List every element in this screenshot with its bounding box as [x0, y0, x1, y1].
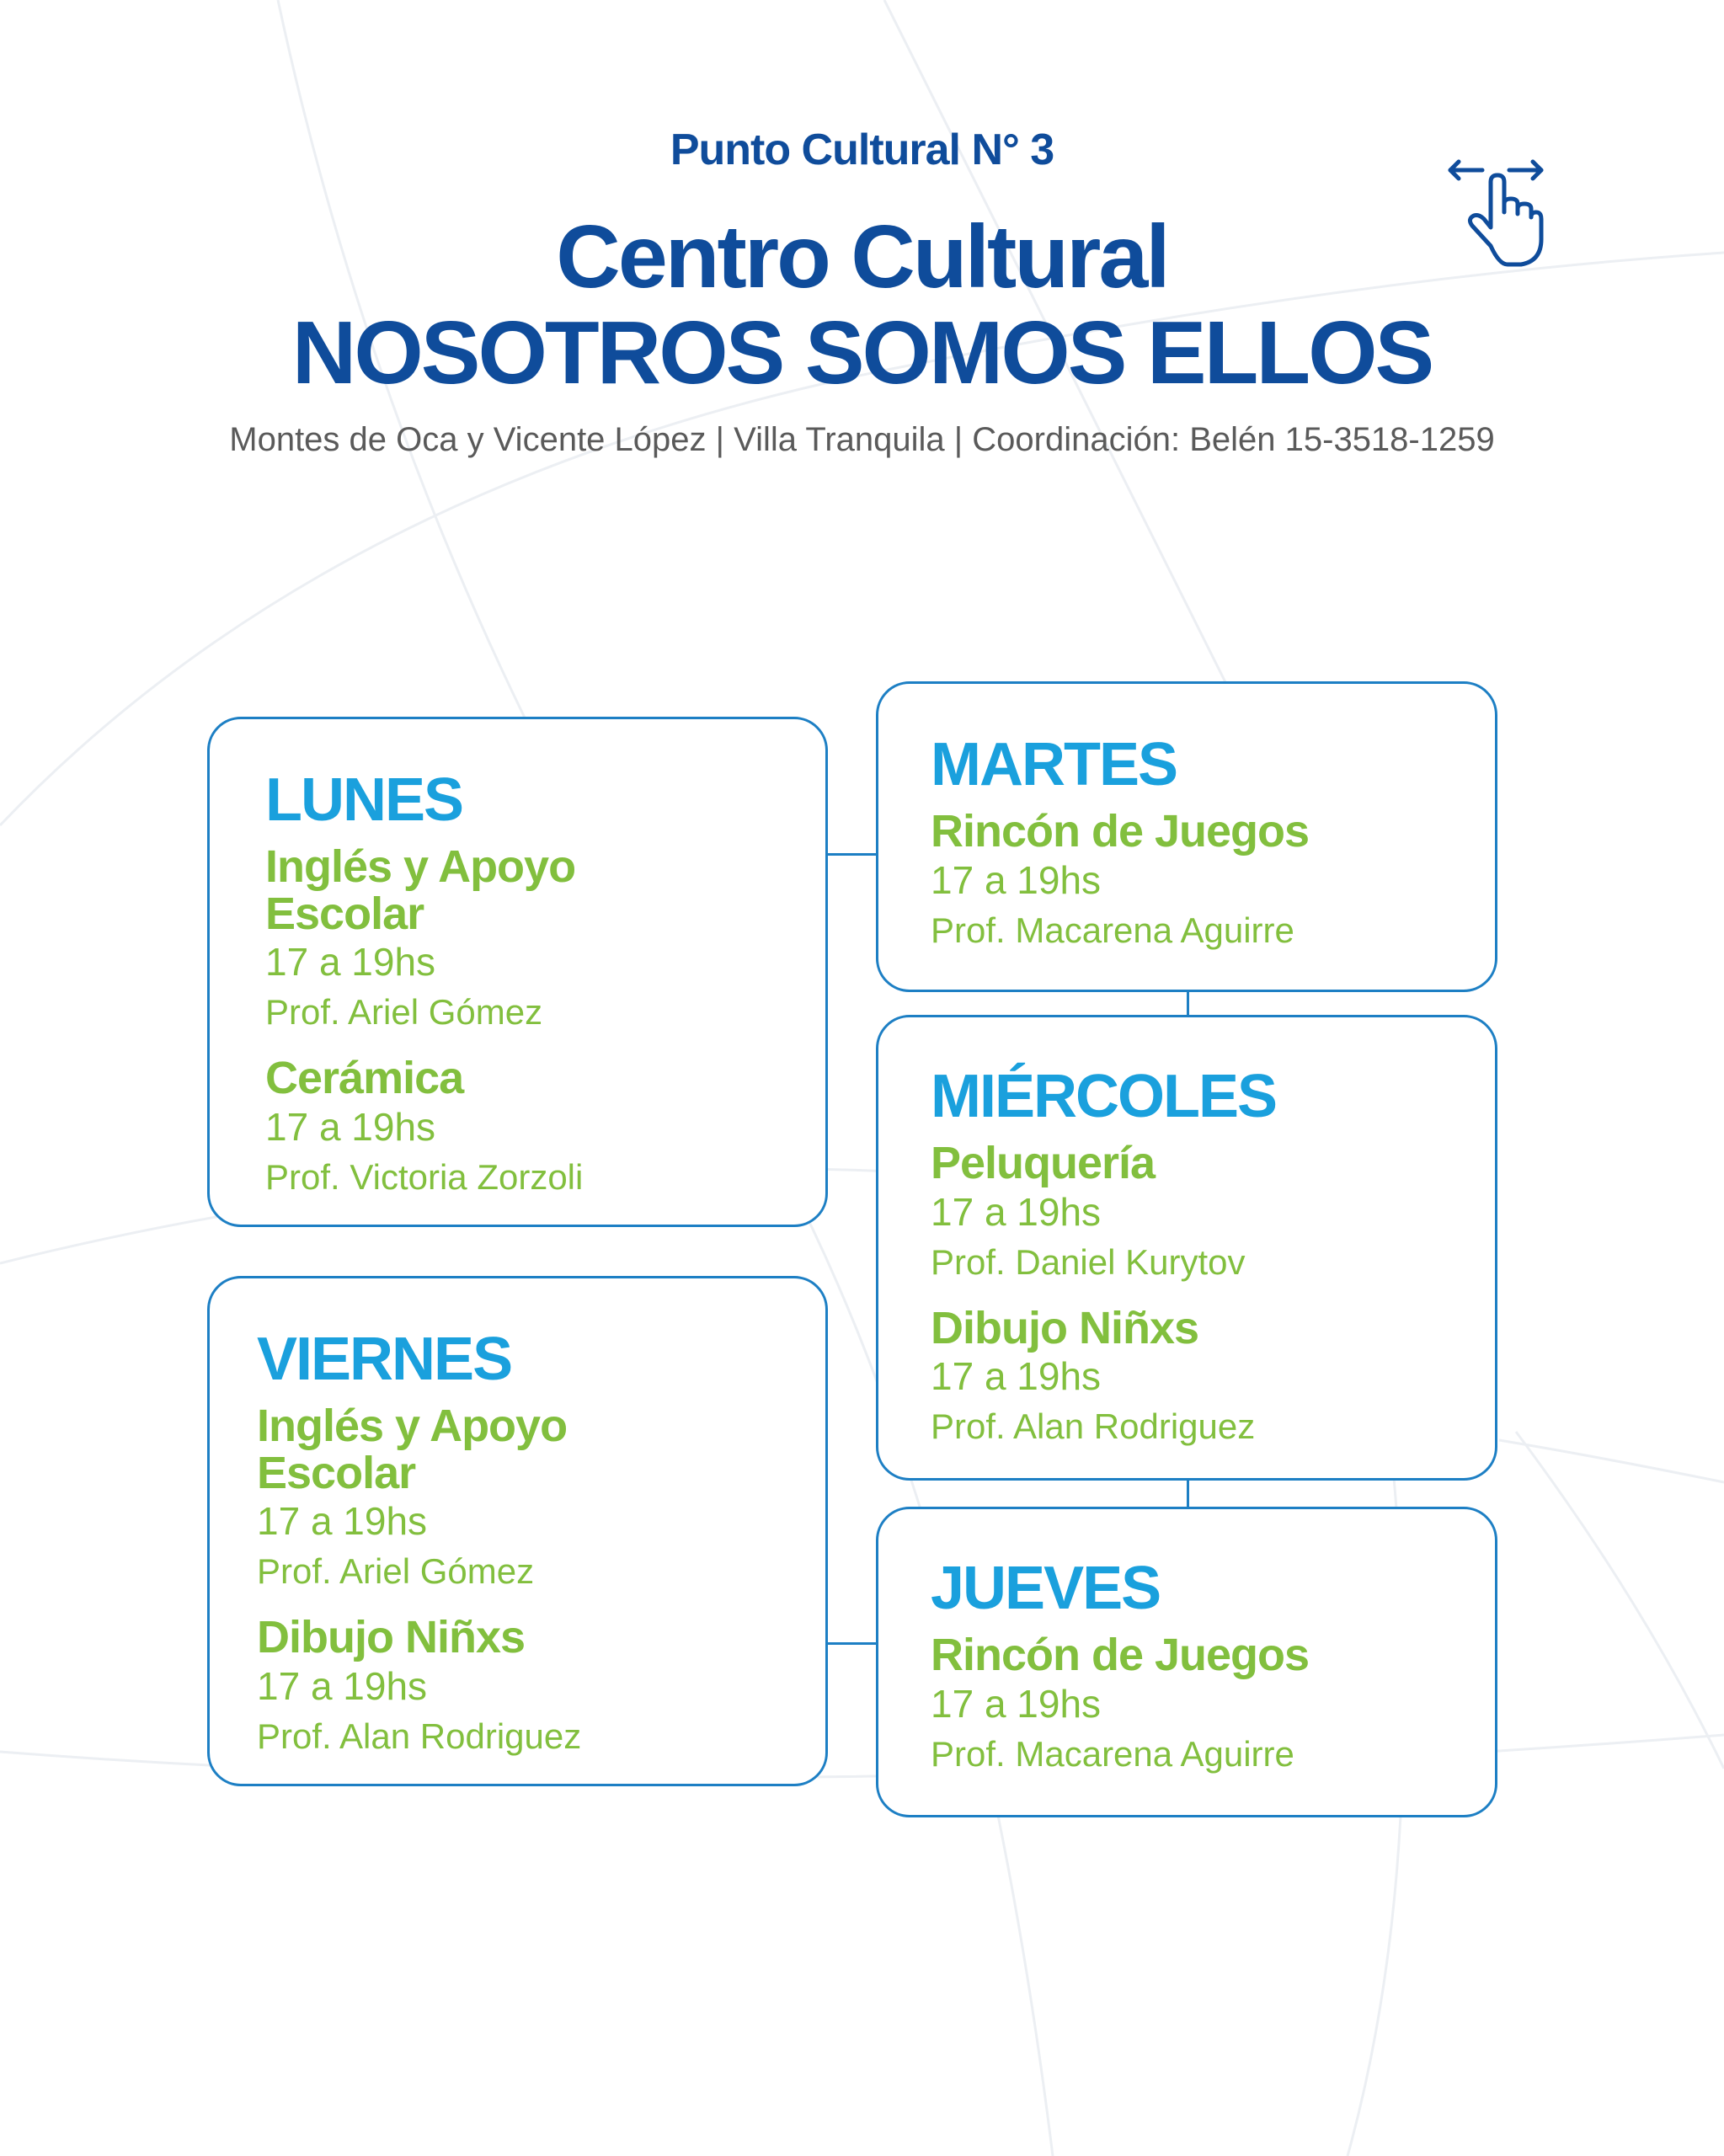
activity-time: 17 a 19hs: [931, 1354, 1102, 1399]
activity-time: 17 a 19hs: [931, 857, 1102, 902]
day-label-jueves: JUEVES: [931, 1555, 1161, 1622]
activity-professor: Prof. Alan Rodriguez: [257, 1716, 582, 1756]
activity-professor: Prof. Macarena Aguirre: [931, 1733, 1294, 1774]
schedule-card-viernes: [207, 1276, 828, 1786]
activity-name: Dibujo Niñxs: [931, 1302, 1199, 1353]
schedule-card-miercoles: [876, 1015, 1497, 1481]
subtitle: Punto Cultural N° 3: [670, 125, 1054, 174]
activity-block: [257, 1401, 796, 1592]
activity-name: Rincón de Juegos: [931, 1630, 1310, 1680]
activity-professor: Prof. Daniel Kurytov: [931, 1241, 1246, 1282]
activity-block: [265, 1055, 804, 1195]
schedule-card-lunes: [207, 717, 828, 1227]
activity-professor: Prof. Victoria Zorzoli: [265, 1156, 584, 1197]
activity-professor: Prof. Ariel Gómez: [257, 1551, 535, 1592]
day-label-martes: MARTES: [931, 731, 1177, 798]
day-label-miercoles: MIÉRCOLES: [931, 1063, 1277, 1130]
activity-block: [931, 808, 1470, 948]
activity-name: Rincón de Juegos: [931, 806, 1310, 857]
activity-block: [931, 1632, 1470, 1772]
page-title-line1: Centro Cultural: [556, 207, 1168, 307]
activity-block: [265, 841, 804, 1033]
activity-professor: Prof. Ariel Gómez: [265, 992, 543, 1033]
activity-time: 17 a 19hs: [931, 1189, 1102, 1234]
activity-time: 17 a 19hs: [257, 1663, 428, 1708]
activity-name-cont: Escolar: [257, 1447, 416, 1498]
connector-martes-miercoles: [1187, 990, 1189, 1017]
activity-block: [931, 1140, 1470, 1280]
activity-name: Inglés y Apoyo: [265, 841, 576, 892]
activity-name: Inglés y Apoyo: [257, 1401, 568, 1451]
day-label-viernes: VIERNES: [257, 1326, 512, 1393]
activity-professor: Prof. Macarena Aguirre: [931, 910, 1294, 950]
activity-time: 17 a 19hs: [265, 1104, 436, 1149]
connector-miercoles-jueves: [1187, 1479, 1189, 1508]
location-info: Montes de Oca y Vicente López | Villa Tranquila | Coordinación: Belén 15-3518-1259: [229, 421, 1495, 458]
activity-block: [257, 1614, 796, 1754]
activity-time: 17 a 19hs: [265, 940, 436, 985]
connector-lunes-martes: [825, 853, 878, 856]
activity-name: Cerámica: [265, 1053, 464, 1104]
page-title-line2: NOSOTROS SOMOS ELLOS: [291, 303, 1433, 403]
activity-professor: Prof. Alan Rodriguez: [931, 1406, 1256, 1447]
schedule-card-martes: [876, 681, 1497, 992]
activity-name-cont: Escolar: [265, 888, 424, 939]
activity-block: [931, 1302, 1470, 1447]
activity-name: Dibujo Niñxs: [257, 1612, 526, 1663]
activity-name: Peluquería: [931, 1138, 1156, 1188]
activity-time: 17 a 19hs: [931, 1681, 1102, 1726]
day-label-lunes: LUNES: [265, 766, 463, 834]
schedule-card-jueves: [876, 1507, 1497, 1817]
swipe-hand-icon: [1447, 152, 1545, 270]
activity-time: 17 a 19hs: [257, 1499, 428, 1544]
connector-viernes-jueves: [825, 1642, 878, 1645]
